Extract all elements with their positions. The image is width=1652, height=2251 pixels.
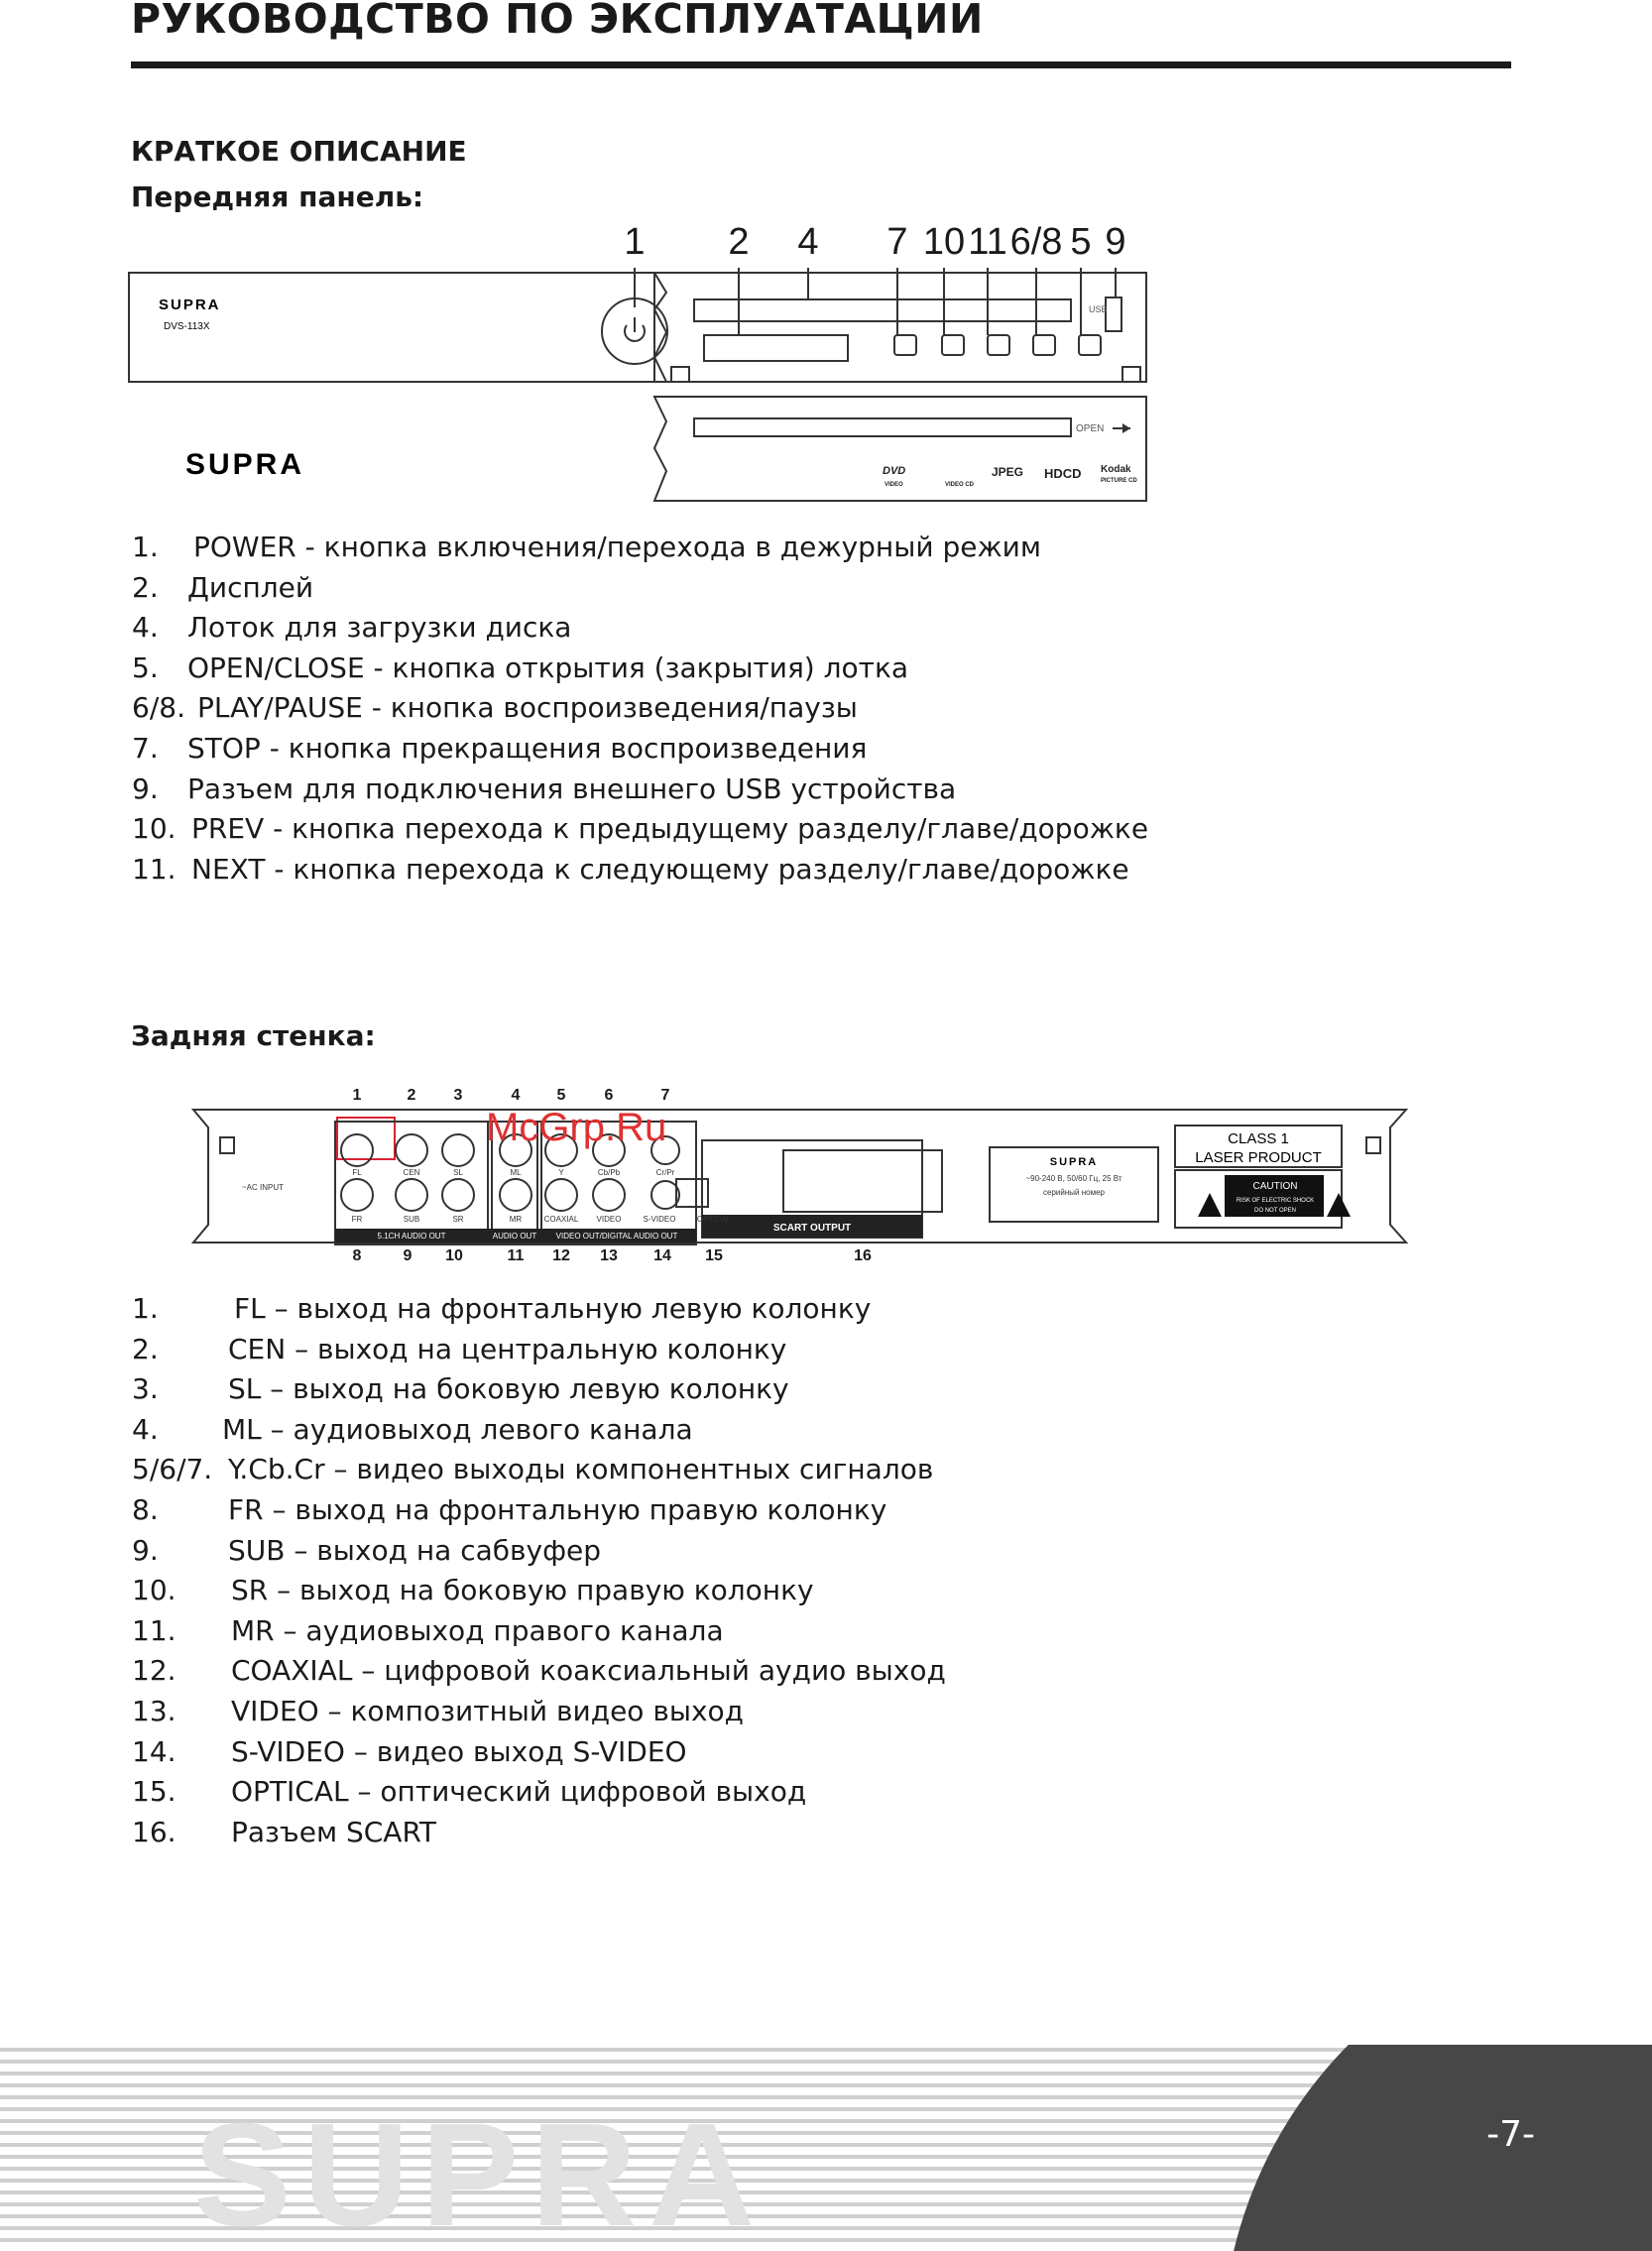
group-labels [378, 1232, 678, 1241]
list-item: 2. Дисплей [132, 570, 314, 604]
svg-text:3: 3 [453, 1087, 463, 1104]
svg-text:Cb/Pb: Cb/Pb [597, 1168, 621, 1177]
list-item: 2. CEN – выход на центральную колонку [132, 1332, 787, 1365]
watermark: McGrp.Ru [486, 1106, 667, 1149]
svg-text:9: 9 [403, 1247, 413, 1264]
section-title: КРАТКОЕ ОПИСАНИЕ [131, 135, 467, 168]
svg-text:1: 1 [352, 1087, 362, 1104]
list-item: 13. VIDEO – композитный видео выход [132, 1694, 745, 1727]
page-number: -7- [1486, 2114, 1535, 2155]
footer-brand-watermark: SUPRA [193, 2093, 767, 2251]
logo-video: VIDEO [885, 482, 903, 488]
list-item: 10. SR – выход на боковую правую колонку [132, 1574, 814, 1607]
power-spec: ~90-240 В, 50/60 Гц, 25 Вт [1025, 1174, 1122, 1183]
rear-items-list [132, 1289, 946, 1852]
svg-text:FL: FL [352, 1168, 362, 1177]
svg-text:14: 14 [653, 1247, 671, 1264]
callout: 7 [886, 221, 908, 263]
footer-decoration [0, 2045, 1652, 2251]
callout: 1 [624, 221, 646, 263]
list-item: 9. SUB – выход на сабвуфер [132, 1533, 602, 1567]
laser-class: CLASS 1 [1228, 1130, 1289, 1147]
list-item: 4. Лоток для загрузки диска [132, 611, 572, 645]
footer-circle [1225, 2045, 1652, 2251]
list-item: 1. FL – выход на фронтальную левую колонку [132, 1292, 872, 1325]
rear-panel-heading: Задняя стенка: [131, 1019, 376, 1052]
svg-text:4: 4 [511, 1087, 521, 1104]
list-item: 7. STOP - кнопка прекращения воспроизведения [132, 731, 868, 765]
svg-text:VIDEO OUT/DIGITAL AUDIO OUT: VIDEO OUT/DIGITAL AUDIO OUT [555, 1232, 678, 1241]
caution-line: RISK OF ELECTRIC SHOCK [1236, 1198, 1315, 1204]
svg-text:OPTICAL: OPTICAL [696, 1215, 732, 1224]
list-item: 3. SL – выход на боковую левую колонку [132, 1372, 789, 1406]
list-item: 15. OPTICAL – оптический цифровой выход [132, 1775, 807, 1809]
rear-brand: SUPRA [1049, 1156, 1099, 1168]
list-item: 4. ML – аудиовыход левого канала [132, 1412, 693, 1446]
callout: 4 [797, 221, 819, 263]
logo-dvd: DVD [883, 465, 906, 477]
svg-text:MR: MR [509, 1215, 523, 1224]
rear-top-callouts [353, 1087, 670, 1104]
callout: 6/8 [1009, 221, 1063, 263]
svg-text:15: 15 [705, 1247, 723, 1264]
list-item: 6/8. PLAY/PAUSE - кнопка воспроизведения/паузы [132, 691, 858, 725]
front-callouts [624, 221, 1125, 263]
svg-text:ML: ML [510, 1168, 522, 1177]
front-items-list [132, 528, 1148, 889]
svg-text:16: 16 [854, 1247, 872, 1264]
serial-label: серийный номер [1043, 1188, 1105, 1197]
list-item: 5/6/7. Y.Cb.Cr – видео выходы компонентных сигналов [132, 1453, 934, 1486]
rear-panel-diagram [188, 1076, 1418, 1269]
logo-picturecd: PICTURE CD [1101, 478, 1137, 484]
logo-jpeg: JPEG [992, 465, 1024, 479]
jack-top-labels [352, 1168, 674, 1177]
svg-text:AUDIO OUT: AUDIO OUT [492, 1232, 537, 1241]
callout: 11 [968, 221, 1007, 263]
svg-text:8: 8 [352, 1247, 362, 1264]
callout: 10 [922, 221, 966, 263]
svg-text:5: 5 [556, 1087, 566, 1104]
laser-product: LASER PRODUCT [1195, 1149, 1322, 1166]
front-panel-diagram [119, 218, 1180, 516]
list-item: 5. OPEN/CLOSE - кнопка открытия (закрытия) лотка [132, 651, 909, 684]
list-item: 10. PREV - кнопка перехода к предыдущему разделу/главе/дорожке [132, 812, 1149, 846]
svg-text:5.1CH AUDIO OUT: 5.1CH AUDIO OUT [377, 1232, 446, 1241]
front-brand-small: SUPRA [159, 296, 221, 313]
ac-input-label: ~AC INPUT [241, 1183, 285, 1192]
svg-text:7: 7 [660, 1087, 670, 1104]
svg-text:S-VIDEO: S-VIDEO [643, 1215, 676, 1224]
svg-text:SR: SR [452, 1215, 464, 1224]
svg-text:10: 10 [445, 1247, 463, 1264]
logo-kodak: Kodak [1101, 464, 1131, 475]
scart-label: SCART OUTPUT [772, 1223, 852, 1234]
svg-text:COAXIAL: COAXIAL [543, 1215, 579, 1224]
title-rule [131, 61, 1511, 68]
warning-icon [1327, 1193, 1351, 1217]
logo-hdcd: HDCD [1044, 466, 1082, 481]
logo-vcd: VIDEO CD [945, 482, 975, 488]
list-item: 11. MR – аудиовыход правого канала [132, 1613, 724, 1647]
list-item: 14. S-VIDEO – видео выход S-VIDEO [132, 1734, 687, 1768]
svg-text:11: 11 [507, 1247, 525, 1264]
list-item: 1. POWER - кнопка включения/перехода в дежурный режим [132, 531, 1041, 563]
caution-title: CAUTION [1252, 1181, 1298, 1192]
svg-text:2: 2 [407, 1087, 416, 1104]
front-brand-large: SUPRA [185, 448, 305, 481]
svg-text:13: 13 [600, 1247, 618, 1264]
rear-bottom-callouts [353, 1247, 872, 1264]
svg-text:SL: SL [453, 1168, 463, 1177]
caution-line: DO NOT OPEN [1254, 1208, 1296, 1214]
list-item: 12. COAXIAL – цифровой коаксиальный аудио выход [132, 1654, 946, 1688]
svg-text:VIDEO: VIDEO [596, 1215, 622, 1224]
svg-text:Cr/Pr: Cr/Pr [655, 1168, 675, 1177]
callout: 2 [728, 221, 750, 263]
svg-text:Y: Y [558, 1168, 564, 1177]
callout: 5 [1070, 221, 1092, 263]
callout: 9 [1105, 221, 1126, 263]
svg-text:CEN: CEN [403, 1168, 420, 1177]
format-logos [883, 464, 1137, 488]
svg-text:SUB: SUB [403, 1215, 420, 1224]
list-item: 11. NEXT - кнопка перехода к следующему разделу/главе/дорожке [132, 852, 1129, 886]
svg-text:FR: FR [351, 1215, 363, 1224]
page-title: РУКОВОДСТВО ПО ЭКСПЛУАТАЦИИ [131, 0, 984, 43]
usb-label: USB [1089, 304, 1108, 314]
list-item: 8. FR – выход на фронтальную правую колонку [132, 1492, 887, 1526]
open-label: OPEN [1076, 423, 1105, 434]
svg-text:12: 12 [552, 1247, 570, 1264]
front-panel-heading: Передняя панель: [131, 180, 424, 213]
model-label: DVS-113X [164, 321, 210, 332]
svg-text:6: 6 [604, 1087, 614, 1104]
list-item: 16. Разъем SCART [132, 1815, 436, 1848]
list-item: 9. Разъем для подключения внешнего USB устройства [132, 771, 957, 805]
warning-icon [1198, 1193, 1222, 1217]
